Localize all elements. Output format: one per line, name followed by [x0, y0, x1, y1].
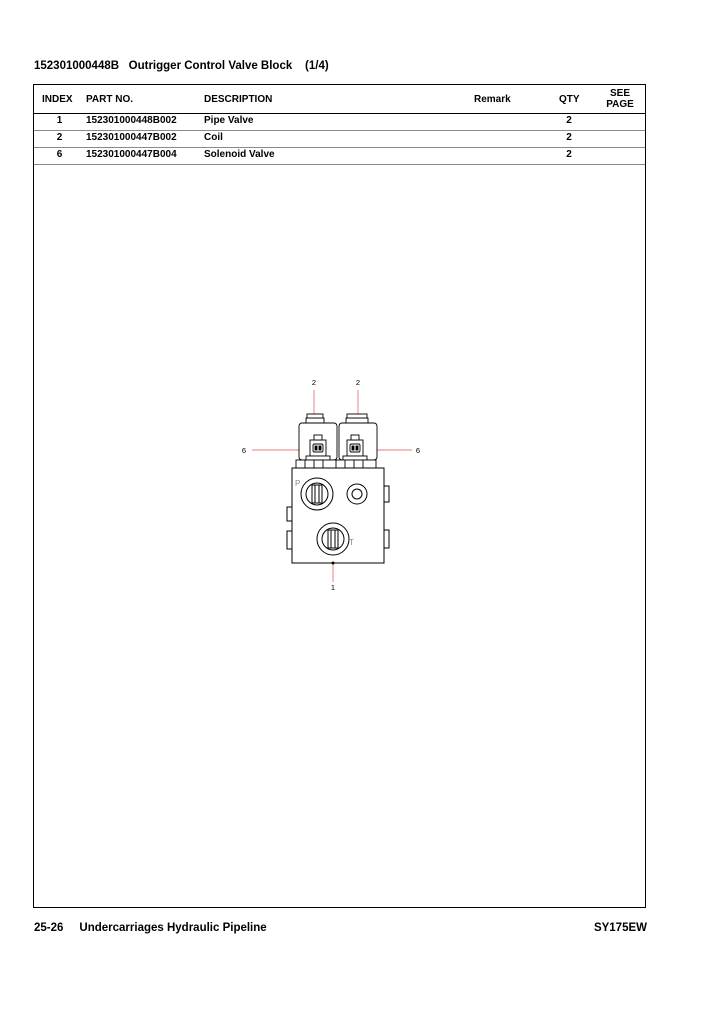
assembly-code: 152301000448B — [34, 60, 120, 72]
row-description: Solenoid Valve — [204, 149, 275, 160]
col-description: DESCRIPTION — [204, 94, 273, 105]
row-description: Coil — [204, 132, 223, 143]
col-qty: QTY — [559, 94, 580, 105]
row-index: 1 — [56, 115, 63, 126]
solenoid-nuts — [296, 460, 376, 468]
page-number: 25-26 — [34, 922, 64, 934]
port-label-t: T — [349, 538, 354, 547]
callout-solenoid-left: 6 — [241, 446, 247, 455]
row-index: 2 — [56, 132, 63, 143]
row-part-no: 152301000447B002 — [86, 132, 177, 143]
row-part-no: 152301000448B002 — [86, 115, 177, 126]
model-name: SY175EW — [593, 922, 647, 934]
col-index: INDEX — [42, 94, 73, 105]
callout-coil-left: 2 — [311, 378, 317, 387]
row-qty: 2 — [566, 149, 572, 160]
coil-left — [299, 414, 337, 460]
section-title: Undercarriages Hydraulic Pipeline — [79, 922, 267, 934]
callout-solenoid-right: 6 — [415, 446, 421, 455]
col-part-no: PART NO. — [86, 94, 134, 105]
coil-right — [339, 414, 377, 460]
port-label-p: P — [295, 479, 301, 488]
col-see: SEE — [609, 88, 630, 99]
row-qty: 2 — [566, 115, 572, 126]
callout-pipe-valve: 1 — [330, 583, 336, 592]
row-qty: 2 — [566, 132, 572, 143]
footer-left — [34, 922, 267, 934]
assembly-title: Outrigger Control Valve Block — [128, 60, 293, 72]
pipe-valve-point — [332, 562, 335, 565]
col-remark: Remark — [474, 94, 511, 105]
row-description: Pipe Valve — [204, 115, 254, 126]
callout-coil-right: 2 — [355, 378, 361, 387]
port-t — [317, 523, 349, 555]
port-p — [301, 478, 333, 510]
col-page: PAGE — [606, 99, 634, 110]
row-part-no: 152301000447B004 — [86, 149, 177, 160]
page-indicator: (1/4) — [305, 60, 329, 72]
row-index: 6 — [56, 149, 63, 160]
port-plug — [347, 484, 367, 504]
